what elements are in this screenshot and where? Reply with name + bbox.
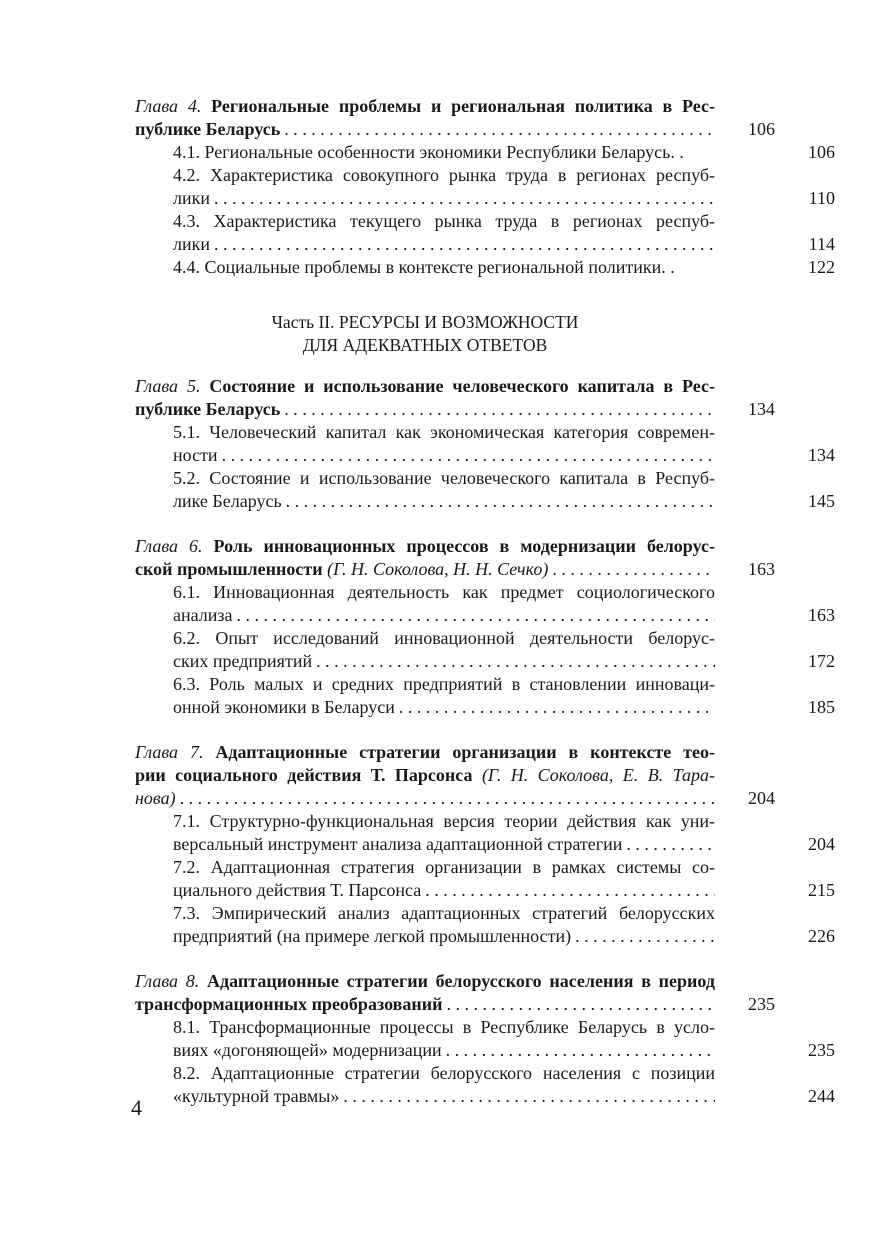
page-ref: 204: [748, 788, 775, 808]
section-entry[interactable]: [173, 421, 835, 467]
part-heading-line2: ДЛЯ АДЕКВАТНЫХ ОТВЕТОВ: [302, 335, 548, 355]
page-ref: 235: [808, 1040, 835, 1060]
chapter-title-line2: публике Беларусь: [135, 119, 281, 139]
page-ref: 204: [808, 834, 835, 854]
page-ref: 172: [808, 651, 835, 671]
section-title-cont: лики: [173, 188, 210, 208]
chapter-title-line1: Роль инновационных процессов в модернизации белорус-: [213, 536, 716, 556]
chapter-label: Глава 5.: [135, 376, 201, 396]
chapter-label: Глава 4.: [135, 96, 202, 116]
section-title: 5.2. Состояние и использование человеческого капитала в Респуб-: [173, 468, 715, 488]
page-number: 4: [131, 1095, 142, 1120]
section-entry[interactable]: [173, 902, 835, 948]
section-title-cont: «культурной травмы»: [173, 1086, 340, 1106]
page-ref: 122: [808, 257, 835, 277]
page-ref: 163: [748, 559, 775, 579]
chapter-label: Глава 8.: [135, 971, 200, 991]
section-title-cont: лики: [173, 234, 210, 254]
table-of-contents: [135, 95, 835, 1108]
chapter-label: Глава 7.: [135, 742, 204, 762]
section-title-cont: предприятий (на примере легкой промышленности): [173, 926, 572, 946]
chapter-4-entry[interactable]: [135, 95, 775, 141]
section-entry[interactable]: [173, 810, 835, 856]
chapter-5-entry[interactable]: [135, 375, 775, 421]
chapter-title-line2: ской промышленности: [135, 559, 323, 579]
section-title-cont: версальный инструмент анализа адаптационной стратегии: [173, 834, 623, 854]
section-entry[interactable]: [173, 1016, 835, 1062]
section-title-cont: анализа: [173, 605, 233, 625]
section-title: 5.1. Человеческий капитал как экономическая категория современ-: [173, 422, 715, 442]
section-entry[interactable]: [173, 856, 835, 902]
page-ref: 226: [808, 926, 835, 946]
chapter-title-line2: рии социального действия Т. Парсонса: [135, 765, 473, 785]
page-ref: 106: [808, 142, 835, 162]
section-title-cont: циального действия Т. Парсонса: [173, 880, 422, 900]
section-title: 6.2. Опыт исследований инновационной деятельности белорус-: [173, 628, 715, 648]
section-entry[interactable]: [173, 256, 835, 279]
chapter-authors: (Г. Н. Соколова, Н. Н. Сечко): [327, 559, 549, 579]
section-title: 4.4. Социальные проблемы в контексте региональной политики. .: [173, 257, 675, 277]
section-entry[interactable]: [173, 673, 835, 719]
chapter-title-line2: публике Беларусь: [135, 399, 281, 419]
section-title-cont: виях «догоняющей» модернизации: [173, 1040, 442, 1060]
page-ref: 163: [808, 605, 835, 625]
section-entry[interactable]: [173, 581, 835, 627]
section-title: 7.2. Адаптационная стратегия организации в рамках системы со-: [173, 857, 715, 877]
chapter-title-line1: Региональные проблемы и региональная политика в Рес-: [211, 96, 715, 116]
section-title: 7.1. Структурно-функциональная версия теории действия как уни-: [173, 811, 715, 831]
page-ref: 114: [808, 234, 835, 254]
section-title: 6.1. Инновационная деятельность как предмет социологического: [173, 582, 715, 602]
section-entry[interactable]: [173, 164, 835, 210]
section-title: 6.3. Роль малых и средних предприятий в становлении инноваци-: [173, 674, 715, 694]
part-heading-line1: Часть II. РЕСУРСЫ И ВОЗМОЖНОСТИ: [271, 312, 579, 332]
chapter-label: Глава 6.: [135, 536, 203, 556]
section-entry[interactable]: [173, 141, 835, 164]
page-ref: 134: [748, 399, 775, 419]
page-ref: 244: [808, 1086, 835, 1106]
section-title-cont: ских предприятий: [173, 651, 313, 671]
section-title: 8.1. Трансформационные процессы в Республике Беларусь в усло-: [173, 1017, 715, 1037]
chapter-7-entry[interactable]: [135, 741, 775, 810]
page-ref: 106: [748, 119, 775, 139]
page-ref: 215: [808, 880, 835, 900]
chapter-6-entry[interactable]: [135, 535, 775, 581]
section-title: 4.3. Характеристика текущего рынка труда в регионах респуб-: [173, 211, 715, 231]
chapter-title-line1: Состояние и использование человеческого капитала в Рес-: [209, 376, 715, 396]
page-ref: 235: [748, 994, 775, 1014]
chapter-title-line1: Адаптационные стратегии организации в контексте тео-: [215, 742, 715, 762]
section-title: 4.1. Региональные особенности экономики Республики Беларусь. .: [173, 142, 684, 162]
section-title: 7.3. Эмпирический анализ адаптационных стратегий белорусских: [173, 903, 715, 923]
section-entry[interactable]: [173, 210, 835, 256]
section-title: 8.2. Адаптационные стратегии белорусского населения с позиции: [173, 1063, 715, 1083]
page-ref: 185: [808, 697, 835, 717]
chapter-title-line1: Адаптационные стратегии белорусского населения в период: [207, 971, 716, 991]
chapter-authors-cont: нова): [135, 788, 176, 808]
chapter-title-line2: трансформационных преобразований: [135, 994, 443, 1014]
chapter-authors: (Г. Н. Соколова, Е. В. Тара-: [481, 765, 715, 785]
section-title: 4.2. Характеристика совокупного рынка труда в регионах респуб-: [173, 165, 715, 185]
page-ref: 145: [808, 491, 835, 511]
page-ref: 110: [808, 188, 835, 208]
section-entry[interactable]: [173, 1062, 835, 1108]
section-entry[interactable]: [173, 627, 835, 673]
section-entry[interactable]: [173, 467, 835, 513]
section-title-cont: ности: [173, 445, 218, 465]
section-title-cont: лике Беларусь: [173, 491, 282, 511]
page-ref: 134: [808, 445, 835, 465]
chapter-8-entry[interactable]: [135, 970, 775, 1016]
part-heading: [135, 311, 715, 357]
section-title-cont: онной экономики в Беларуси: [173, 697, 395, 717]
